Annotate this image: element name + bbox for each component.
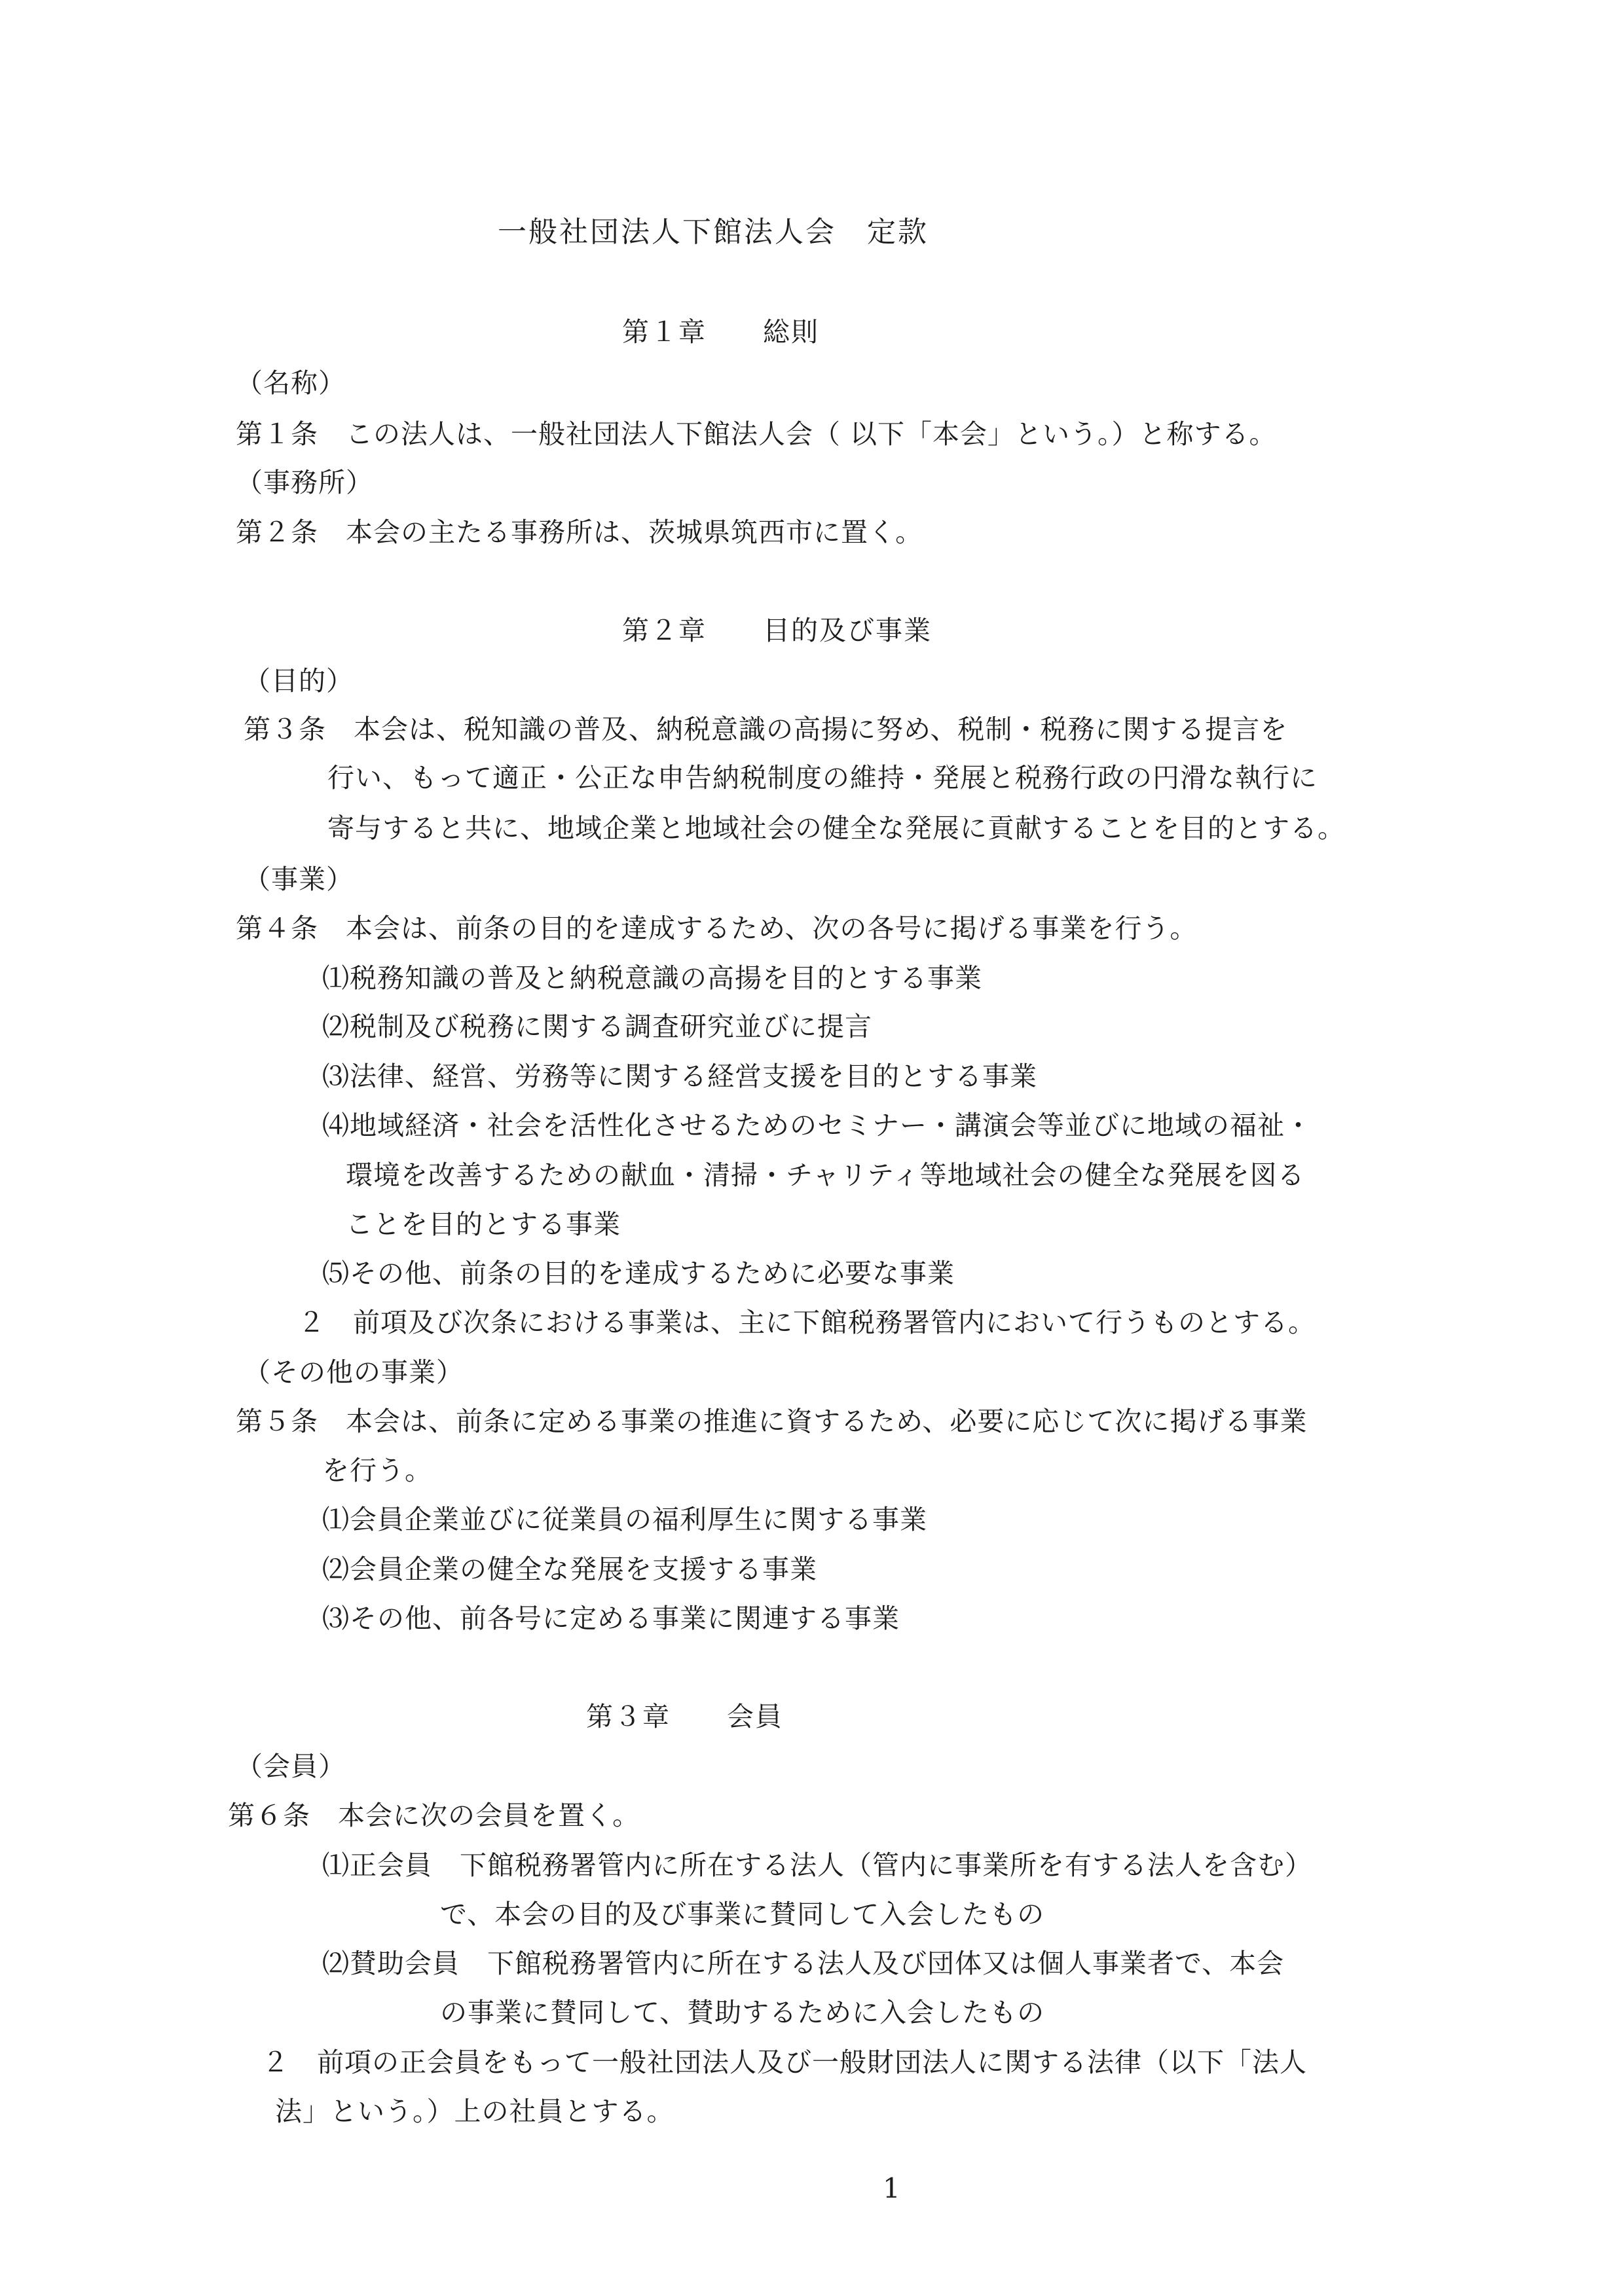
article-4-item-4-line2: 環境を改善するための献血・清掃・チャリティ等地域社会の健全な発展を図る (346, 1159, 1305, 1191)
article-1-caption: （名称） (236, 367, 346, 399)
article-6-text: 第６条 本会に次の会員を置く。 (228, 1800, 640, 1831)
article-6-item-1-line2: で、本会の目的及び事業に賛同して入会したもの (440, 1899, 1045, 1930)
article-6-caption: （会員） (236, 1751, 346, 1782)
article-6-paragraph-2-line1: ２ 前項の正会員をもって一般社団法人及び一般財団法人に関する法律（以下「法人 (262, 2047, 1307, 2078)
article-4-item-3: ⑶法律、経営、労務等に関する経営支援を目的とする事業 (322, 1061, 1037, 1092)
article-5-caption: （その他の事業） (244, 1357, 464, 1388)
article-4-item-2: ⑵税制及び税務に関する調査研究並びに提言 (322, 1011, 872, 1042)
document-title: 一般社団法人下館法人会 定款 (498, 215, 929, 249)
article-4-item-1: ⑴税務知識の普及と納税意識の高揚を目的とする事業 (322, 962, 982, 994)
article-6-item-2-line1: ⑵賛助会員 下館税務署管内に所在する法人及び団体又は個人事業者で、本会 (322, 1948, 1285, 1979)
article-6-paragraph-2-line2: 法」という。）上の社員とする。 (275, 2096, 674, 2127)
article-3-text-line2: 行い、もって適正・公正な申告納税制度の維持・発展と税務行政の円滑な執行に (327, 762, 1318, 793)
article-5-item-3: ⑶その他、前各号に定める事業に関連する事業 (322, 1603, 900, 1634)
article-3-text-line3: 寄与すると共に、地域企業と地域社会の健全な発展に貢献することを目的とする。 (327, 812, 1345, 844)
article-1-text: 第１条 この法人は、一般社団法人下館法人会（ 以下「本会」という。）と称する。 (236, 418, 1277, 450)
chapter-2-heading: 第２章 目的及び事業 (622, 615, 932, 646)
article-3-text-line1: 第３条 本会は、税知識の普及、納税意識の高揚に努め、税制・税務に関する提言を (244, 714, 1288, 745)
chapter-3-heading: 第３章 会員 (586, 1701, 783, 1732)
article-4-paragraph-2: ２ 前項及び次条における事業は、主に下館税務署管内において行うものとする。 (298, 1307, 1316, 1338)
page-number: 1 (883, 2172, 901, 2204)
article-4-item-5: ⑸その他、前条の目的を達成するために必要な事業 (322, 1258, 955, 1289)
article-4-item-4-line1: ⑷地域経済・社会を活性化させるためのセミナー・講演会等並びに地域の福祉・ (322, 1110, 1312, 1141)
article-5-item-2: ⑵会員企業の健全な発展を支援する事業 (322, 1554, 817, 1585)
article-6-item-2-line2: の事業に賛同して、賛助するために入会したもの (440, 1997, 1045, 2028)
article-5-text-line1: 第５条 本会は、前条に定める事業の推進に資するため、必要に応じて次に掲げる事業 (236, 1406, 1308, 1437)
article-2-text: 第２条 本会の主たる事務所は、茨城県筑西市に置く。 (236, 517, 923, 548)
article-4-item-4-line3: ことを目的とする事業 (346, 1209, 621, 1240)
article-6-item-1-line1: ⑴正会員 下館税務署管内に所在する法人（管内に事業所を有する法人を含む） (322, 1850, 1312, 1881)
article-5-text-line2: を行う。 (322, 1455, 432, 1486)
article-3-caption: （目的） (244, 665, 354, 697)
article-4-text: 第４条 本会は、前条の目的を達成するため、次の各号に掲げる事業を行う。 (236, 913, 1198, 944)
article-4-caption: （事業） (244, 864, 354, 895)
chapter-1-heading: 第１章 総則 (622, 316, 819, 348)
article-5-item-1: ⑴会員企業並びに従業員の福利厚生に関する事業 (322, 1504, 927, 1535)
article-2-caption: （事務所） (236, 467, 373, 498)
